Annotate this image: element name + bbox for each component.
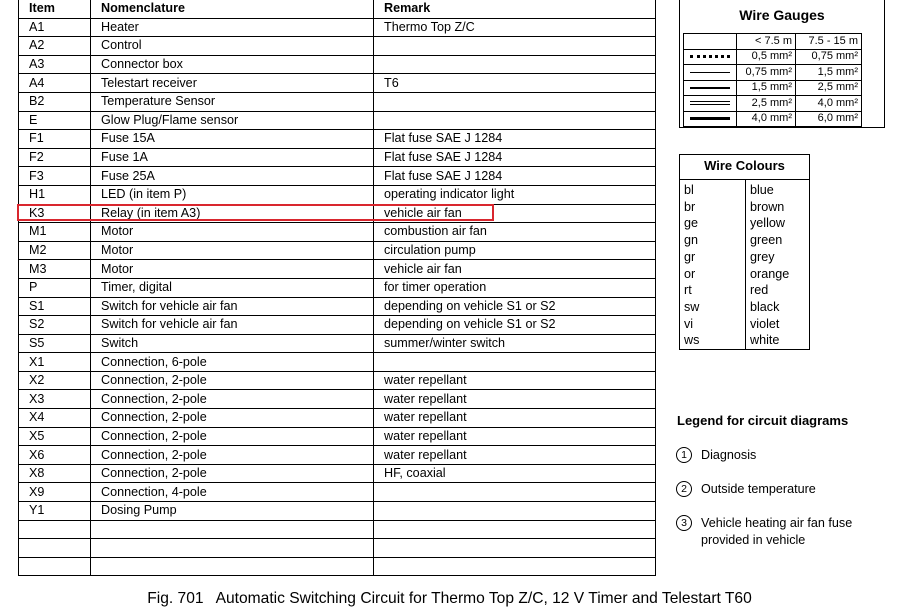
- cell-remark: [374, 92, 656, 111]
- colour-code: gn: [684, 233, 699, 248]
- cell-item: P: [19, 278, 91, 297]
- table-row: [19, 74, 656, 93]
- cell-remark: Flat fuse SAE J 1284: [374, 148, 656, 167]
- cell-item: X8: [19, 464, 91, 483]
- gauge-header-row: [684, 34, 862, 50]
- gauge-col-a-header: < 7.5 m: [737, 34, 796, 50]
- colour-name: orange: [750, 266, 790, 281]
- cell-item: X9: [19, 483, 91, 502]
- table-row: [19, 278, 656, 297]
- cell-remark: [374, 37, 656, 56]
- cell-item: F3: [19, 167, 91, 186]
- cell-item: [19, 557, 91, 576]
- gauge-size-a: 0,5 mm²: [737, 49, 796, 65]
- gauge-size-a: 1,5 mm²: [737, 80, 796, 96]
- table-row: [19, 446, 656, 465]
- cell-nomenclature: Connection, 2-pole: [91, 427, 374, 446]
- wire-line-medium: [690, 87, 730, 89]
- cell-nomenclature: Connector box: [91, 55, 374, 74]
- cell-nomenclature: Connection, 2-pole: [91, 464, 374, 483]
- figure-caption: [0, 590, 899, 608]
- table-row: [19, 371, 656, 390]
- cell-nomenclature: Motor: [91, 260, 374, 279]
- cell-item: K3: [19, 204, 91, 223]
- cell-item: A2: [19, 37, 91, 56]
- gauge-size-b: 4,0 mm²: [796, 96, 862, 112]
- wire-gauges-table: [683, 33, 862, 127]
- table-header-row: [19, 0, 656, 18]
- cell-nomenclature: Connection, 2-pole: [91, 390, 374, 409]
- cell-item: M1: [19, 223, 91, 242]
- components-table: [18, 0, 656, 576]
- wire-colours-list: [680, 180, 809, 350]
- cell-remark: Thermo Top Z/C: [374, 18, 656, 37]
- cell-item: X1: [19, 353, 91, 372]
- table-row: [19, 241, 656, 260]
- cell-remark: water repellant: [374, 390, 656, 409]
- cell-nomenclature: Connection, 2-pole: [91, 409, 374, 428]
- cell-item: M2: [19, 241, 91, 260]
- cell-item: A4: [19, 74, 91, 93]
- cell-remark: water repellant: [374, 427, 656, 446]
- gauge-size-b: 2,5 mm²: [796, 80, 862, 96]
- cell-nomenclature: Dosing Pump: [91, 502, 374, 521]
- colour-name: violet: [750, 316, 780, 331]
- cell-nomenclature: Fuse 15A: [91, 130, 374, 149]
- legend-text: Diagnosis: [701, 448, 757, 462]
- cell-nomenclature: Fuse 1A: [91, 148, 374, 167]
- cell-nomenclature: Switch: [91, 334, 374, 353]
- cell-remark: water repellant: [374, 409, 656, 428]
- gauge-row: [684, 65, 862, 81]
- cell-nomenclature: Control: [91, 37, 374, 56]
- table-row: [19, 18, 656, 37]
- cell-item: X4: [19, 409, 91, 428]
- colour-code: ge: [684, 216, 699, 231]
- table-row: [19, 390, 656, 409]
- cell-item: F2: [19, 148, 91, 167]
- figure-number: Fig. 701: [147, 590, 204, 607]
- cell-item: X2: [19, 371, 91, 390]
- cell-item: H1: [19, 185, 91, 204]
- wire-line-dotted: [690, 55, 730, 58]
- colour-row: [680, 249, 809, 265]
- table-row: [19, 334, 656, 353]
- cell-remark: for timer operation: [374, 278, 656, 297]
- table-row: [19, 167, 656, 186]
- legend-number: 2: [676, 481, 692, 497]
- colour-code: rt: [684, 283, 692, 298]
- cell-nomenclature: Motor: [91, 241, 374, 260]
- colour-name: yellow: [750, 216, 785, 231]
- table-row: [19, 427, 656, 446]
- cell-item: X3: [19, 390, 91, 409]
- wire-gauges-box: [679, 0, 885, 128]
- table-row: [19, 37, 656, 56]
- wire-colours-title: Wire Colours: [680, 155, 809, 180]
- table-row: [19, 204, 656, 223]
- cell-remark: HF, coaxial: [374, 464, 656, 483]
- wire-line-thick: [690, 117, 730, 120]
- cell-item: A1: [19, 18, 91, 37]
- colour-code: gr: [684, 249, 696, 264]
- cell-remark: Flat fuse SAE J 1284: [374, 130, 656, 149]
- cell-remark: circulation pump: [374, 241, 656, 260]
- cell-nomenclature: Connection, 2-pole: [91, 446, 374, 465]
- table-row: [19, 409, 656, 428]
- cell-remark: Flat fuse SAE J 1284: [374, 167, 656, 186]
- cell-nomenclature: Temperature Sensor: [91, 92, 374, 111]
- colour-code: or: [684, 266, 696, 281]
- cell-nomenclature: Switch for vehicle air fan: [91, 297, 374, 316]
- cell-nomenclature: Motor: [91, 223, 374, 242]
- cell-nomenclature: LED (in item P): [91, 185, 374, 204]
- cell-item: X5: [19, 427, 91, 446]
- gauge-row: [684, 80, 862, 96]
- colour-code: vi: [684, 316, 694, 331]
- figure-title: Automatic Switching Circuit for Thermo Top Z/C, 12 V Timer and Telestart T60: [215, 590, 752, 607]
- colour-code: ws: [684, 333, 700, 348]
- colour-code: sw: [684, 299, 700, 314]
- cell-nomenclature: Connection, 2-pole: [91, 371, 374, 390]
- table-row: [19, 111, 656, 130]
- gauge-row: [684, 96, 862, 112]
- legend-text-line2: provided in vehicle: [701, 533, 806, 547]
- colour-code: bl: [684, 183, 694, 197]
- cell-remark: combustion air fan: [374, 223, 656, 242]
- header-nomenclature: Nomenclature: [91, 0, 374, 18]
- colour-name: green: [750, 233, 783, 248]
- table-row: [19, 520, 656, 539]
- cell-remark: vehicle air fan: [374, 204, 656, 223]
- wire-colours-box: [679, 154, 810, 350]
- colour-name: white: [750, 333, 780, 348]
- cell-item: S1: [19, 297, 91, 316]
- table-row: [19, 539, 656, 558]
- legend-text: Vehicle heating air fan fuse: [701, 516, 853, 530]
- table-row: [19, 316, 656, 335]
- colour-row: [680, 332, 809, 348]
- colour-row: [680, 199, 809, 215]
- colour-row: [680, 299, 809, 315]
- cell-nomenclature: Relay (in item A3): [91, 204, 374, 223]
- cell-item: F1: [19, 130, 91, 149]
- cell-remark: depending on vehicle S1 or S2: [374, 316, 656, 335]
- cell-remark: depending on vehicle S1 or S2: [374, 297, 656, 316]
- gauge-size-a: 0,75 mm²: [737, 65, 796, 81]
- cell-nomenclature: [91, 520, 374, 539]
- cell-remark: operating indicator light: [374, 185, 656, 204]
- table-row: [19, 92, 656, 111]
- legend-title: Legend for circuit diagrams: [677, 413, 849, 428]
- wire-gauges-title: Wire Gauges: [739, 7, 825, 23]
- cell-nomenclature: Switch for vehicle air fan: [91, 316, 374, 335]
- table-row: [19, 502, 656, 521]
- cell-item: [19, 520, 91, 539]
- gauge-size-a: 2,5 mm²: [737, 96, 796, 112]
- colour-name: grey: [750, 249, 775, 264]
- colour-row: [680, 182, 809, 198]
- table-row: [19, 148, 656, 167]
- cell-item: A3: [19, 55, 91, 74]
- table-row: [19, 260, 656, 279]
- cell-remark: [374, 520, 656, 539]
- cell-remark: [374, 483, 656, 502]
- legend-number: 1: [676, 447, 692, 463]
- cell-item: [19, 539, 91, 558]
- gauge-col-b-header: 7.5 - 15 m: [796, 34, 862, 50]
- cell-remark: T6: [374, 74, 656, 93]
- cell-remark: [374, 539, 656, 558]
- cell-remark: [374, 55, 656, 74]
- header-remark: Remark: [374, 0, 656, 18]
- cell-nomenclature: Timer, digital: [91, 278, 374, 297]
- colour-row: [680, 232, 809, 248]
- cell-item: E: [19, 111, 91, 130]
- gauge-row: [684, 111, 862, 127]
- colour-name: black: [750, 299, 780, 314]
- cell-remark: water repellant: [374, 446, 656, 465]
- cell-remark: [374, 111, 656, 130]
- colour-row: [680, 215, 809, 231]
- cell-item: M3: [19, 260, 91, 279]
- gauge-row: [684, 49, 862, 65]
- colour-code: br: [684, 199, 696, 214]
- gauge-size-b: 1,5 mm²: [796, 65, 862, 81]
- cell-remark: summer/winter switch: [374, 334, 656, 353]
- colour-name: red: [750, 283, 769, 298]
- cell-nomenclature: Telestart receiver: [91, 74, 374, 93]
- gauge-size-a: 4,0 mm²: [737, 111, 796, 127]
- gauge-size-b: 0,75 mm²: [796, 49, 862, 65]
- gauge-size-b: 6,0 mm²: [796, 111, 862, 127]
- cell-nomenclature: Heater: [91, 18, 374, 37]
- table-row: [19, 483, 656, 502]
- wire-line-thin: [690, 72, 730, 73]
- cell-nomenclature: [91, 557, 374, 576]
- table-row: [19, 185, 656, 204]
- cell-item: S5: [19, 334, 91, 353]
- colour-row: [680, 316, 809, 332]
- legend-number: 3: [676, 515, 692, 531]
- colour-row: [680, 266, 809, 282]
- header-item: Item: [19, 0, 91, 18]
- cell-remark: water repellant: [374, 371, 656, 390]
- table-row: [19, 353, 656, 372]
- cell-item: Y1: [19, 502, 91, 521]
- colour-name: blue: [750, 183, 774, 197]
- cell-item: B2: [19, 92, 91, 111]
- cell-nomenclature: [91, 539, 374, 558]
- colour-row: [680, 282, 809, 298]
- cell-nomenclature: Fuse 25A: [91, 167, 374, 186]
- cell-remark: vehicle air fan: [374, 260, 656, 279]
- cell-item: X6: [19, 446, 91, 465]
- cell-remark: [374, 353, 656, 372]
- cell-item: S2: [19, 316, 91, 335]
- wire-line-double: [690, 101, 730, 105]
- cell-nomenclature: Glow Plug/Flame sensor: [91, 111, 374, 130]
- cell-remark: [374, 557, 656, 576]
- cell-nomenclature: Connection, 4-pole: [91, 483, 374, 502]
- table-row: [19, 55, 656, 74]
- cell-remark: [374, 502, 656, 521]
- table-row: [19, 464, 656, 483]
- table-row: [19, 557, 656, 576]
- table-row: [19, 297, 656, 316]
- colour-name: brown: [750, 199, 785, 214]
- table-row: [19, 130, 656, 149]
- legend-text: Outside temperature: [701, 482, 816, 496]
- cell-nomenclature: Connection, 6-pole: [91, 353, 374, 372]
- table-row: [19, 223, 656, 242]
